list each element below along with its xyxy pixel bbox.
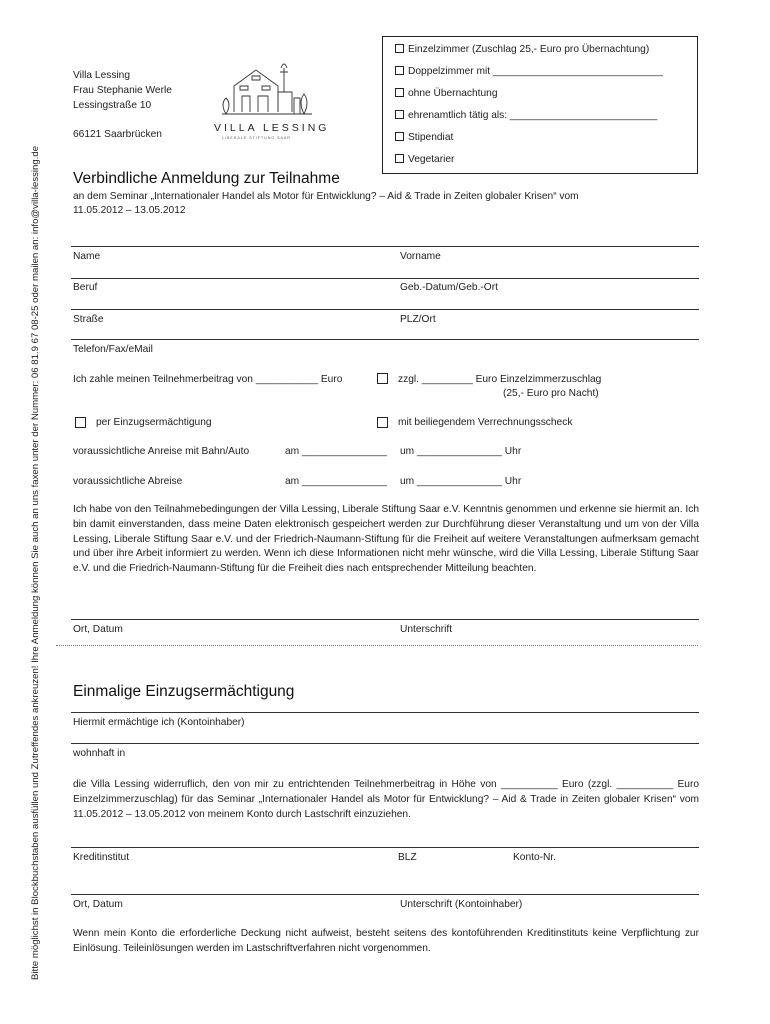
debit-checkbox[interactable]: [75, 417, 86, 428]
payment-surcharge-note: (25,- Euro pro Nacht): [503, 388, 599, 399]
arrival-date[interactable]: am _______________: [285, 446, 387, 457]
mandate-konto[interactable]: Konto-Nr.: [513, 852, 557, 863]
villa-building-icon: [212, 56, 328, 118]
arrival-time[interactable]: um _______________ Uhr: [400, 446, 522, 457]
option-label: Einzelzimmer (Zuschlag 25,- Euro pro Übernachtung): [408, 44, 650, 55]
departure-date[interactable]: am _______________: [285, 476, 387, 487]
registration-subtitle-2: 11.05.2012 – 13.05.2012: [73, 205, 186, 216]
departure-label: voraussichtliche Abreise: [73, 476, 183, 487]
signature-unterschrift[interactable]: Unterschrift: [400, 624, 453, 635]
registration-title: Verbindliche Anmeldung zur Teilnahme: [73, 170, 340, 187]
address-line-4: 66121 Saarbrücken: [73, 129, 162, 140]
address-line-1: Villa Lessing: [73, 70, 131, 81]
logo-tagline: LIBERALE STIFTUNG SAAR: [222, 136, 291, 140]
mandate-ort-datum[interactable]: Ort, Datum: [73, 899, 123, 910]
field-beruf[interactable]: Beruf: [73, 282, 98, 293]
checkbox-icon[interactable]: [395, 88, 404, 97]
registration-subtitle-1: an dem Seminar „Internationaler Handel als Motor für Entwicklung? – Aid & Trade in Zeiten globaler Krisen“ vom: [73, 191, 579, 202]
mandate-note: Wenn mein Konto die erforderliche Deckung nicht aufweist, besteht seitens des kontoführenden Kreditinstituts keine Verpflichtung zur Einlösung. Teileinlösungen werden im Lastschriftverfahren nicht vorgenommen.: [73, 928, 699, 954]
field-rule: [71, 847, 699, 848]
mandate-residing[interactable]: wohnhaft in: [73, 748, 126, 759]
mandate-bank[interactable]: Kreditinstitut: [73, 852, 130, 863]
option-label: ehrenamtlich tätig als: __________________________: [408, 110, 658, 121]
villa-lessing-logo: [212, 56, 328, 146]
field-strasse[interactable]: Straße: [73, 314, 104, 325]
signature-rule: [71, 619, 699, 620]
arrival-label: voraussichtliche Anreise mit Bahn/Auto: [73, 446, 250, 457]
option-label: ohne Übernachtung: [408, 88, 498, 99]
mandate-blz[interactable]: BLZ: [398, 852, 417, 863]
option-vegetarier[interactable]: [395, 154, 454, 165]
field-rule: [71, 743, 699, 744]
field-rule: [71, 309, 699, 310]
signature-ort-datum[interactable]: Ort, Datum: [73, 624, 123, 635]
field-telefon[interactable]: Telefon/Fax/eMail: [73, 344, 153, 355]
departure-time[interactable]: um _______________ Uhr: [400, 476, 522, 487]
field-rule: [71, 894, 699, 895]
field-name[interactable]: Name: [73, 251, 101, 262]
surcharge-checkbox[interactable]: [377, 373, 388, 384]
option-einzelzimmer[interactable]: [395, 44, 649, 55]
option-label: Vegetarier: [408, 154, 455, 165]
mandate-signature[interactable]: Unterschrift (Kontoinhaber): [400, 899, 523, 910]
checkbox-icon[interactable]: [395, 110, 404, 119]
payment-debit: per Einzugsermächtigung: [96, 417, 212, 428]
cheque-checkbox[interactable]: [377, 417, 388, 428]
field-plz[interactable]: PLZ/Ort: [400, 314, 436, 325]
mandate-authorize[interactable]: Hiermit ermächtige ich (Kontoinhaber): [73, 717, 245, 728]
payment-surcharge: zzgl. _________ Euro Einzelzimmerzuschlag: [398, 374, 602, 385]
mandate-title: Einmalige Einzugsermächtigung: [73, 683, 295, 700]
option-label: Doppelzimmer mit ______________________________: [408, 66, 663, 77]
field-rule: [71, 712, 699, 713]
field-vorname[interactable]: Vorname: [400, 251, 441, 262]
field-geb[interactable]: Geb.-Datum/Geb.-Ort: [400, 282, 498, 293]
payment-fee: Ich zahle meinen Teilnehmerbeitrag von ___________ Euro: [73, 374, 343, 385]
mandate-text: die Villa Lessing widerruflich, den von mir zu entrichtenden Teilnehmerbeitrag in Höhe von __________ Euro (zzgl. __________ Euro Einzelzimmerzuschlag) für das Seminar „Internationaler Handel als Motor für Entwicklung? – Aid & Trade in Zeiten globaler Krisen“ vom 11.05.2012 – 13.05.2012 von meinem Konto durch Lastschrift einzuziehen.: [73, 779, 699, 820]
address-line-3: Lessingstraße 10: [73, 100, 152, 111]
field-rule: [71, 339, 699, 340]
consent-text: Ich habe von den Teilnahmebedingungen der Villa Lessing, Liberale Stiftung Saar e.V. Kenntnis genommen und erkenne sie hiermit an. Ich bin damit einverstanden, dass meine Daten elektronisch gespeichert werden zur Durchführung dieser Veranstaltung und um von der Villa Lessing, Liberale Stiftung Saar e.V. und der Friedrich-Naumann-Stiftung für die Freiheit auf weitere Veranstaltungen aufmerksam gemacht und über ihre Arbeit informiert zu werden. Wenn ich diese Informationen nicht mehr wünsche, wird die Villa Lessing, Liberale Stiftung Saar e.V. und die Friedrich-Naumann-Stiftung für die Freiheit dies nach entsprechender Mitteilung beachten.: [73, 504, 699, 575]
field-rule: [71, 246, 699, 247]
checkbox-icon[interactable]: [395, 66, 404, 75]
field-rule: [71, 278, 699, 279]
options-box: [382, 36, 698, 174]
payment-cheque: mit beiliegendem Verrechnungsscheck: [398, 417, 573, 428]
option-doppelzimmer[interactable]: [395, 66, 663, 77]
option-ohne-uebernachtung[interactable]: [395, 88, 498, 99]
option-label: Stipendiat: [408, 132, 454, 143]
checkbox-icon[interactable]: [395, 44, 404, 53]
logo-name: VILLA LESSING: [214, 122, 330, 134]
cut-line: [56, 645, 698, 646]
side-instructions: Bitte möglichst in Blockbuchstaben ausfüllen und Zutreffendes ankreuzen! Ihre Anmeldung können Sie auch an uns faxen unter der Nummer: 06 81.9 67 08-25 oder mailen an: info@villa-lessing.de: [30, 145, 41, 980]
option-stipendiat[interactable]: [395, 132, 453, 143]
address-line-2: Frau Stephanie Werle: [73, 85, 172, 96]
checkbox-icon[interactable]: [395, 154, 404, 163]
checkbox-icon[interactable]: [395, 132, 404, 141]
option-ehrenamtlich[interactable]: [395, 110, 657, 121]
